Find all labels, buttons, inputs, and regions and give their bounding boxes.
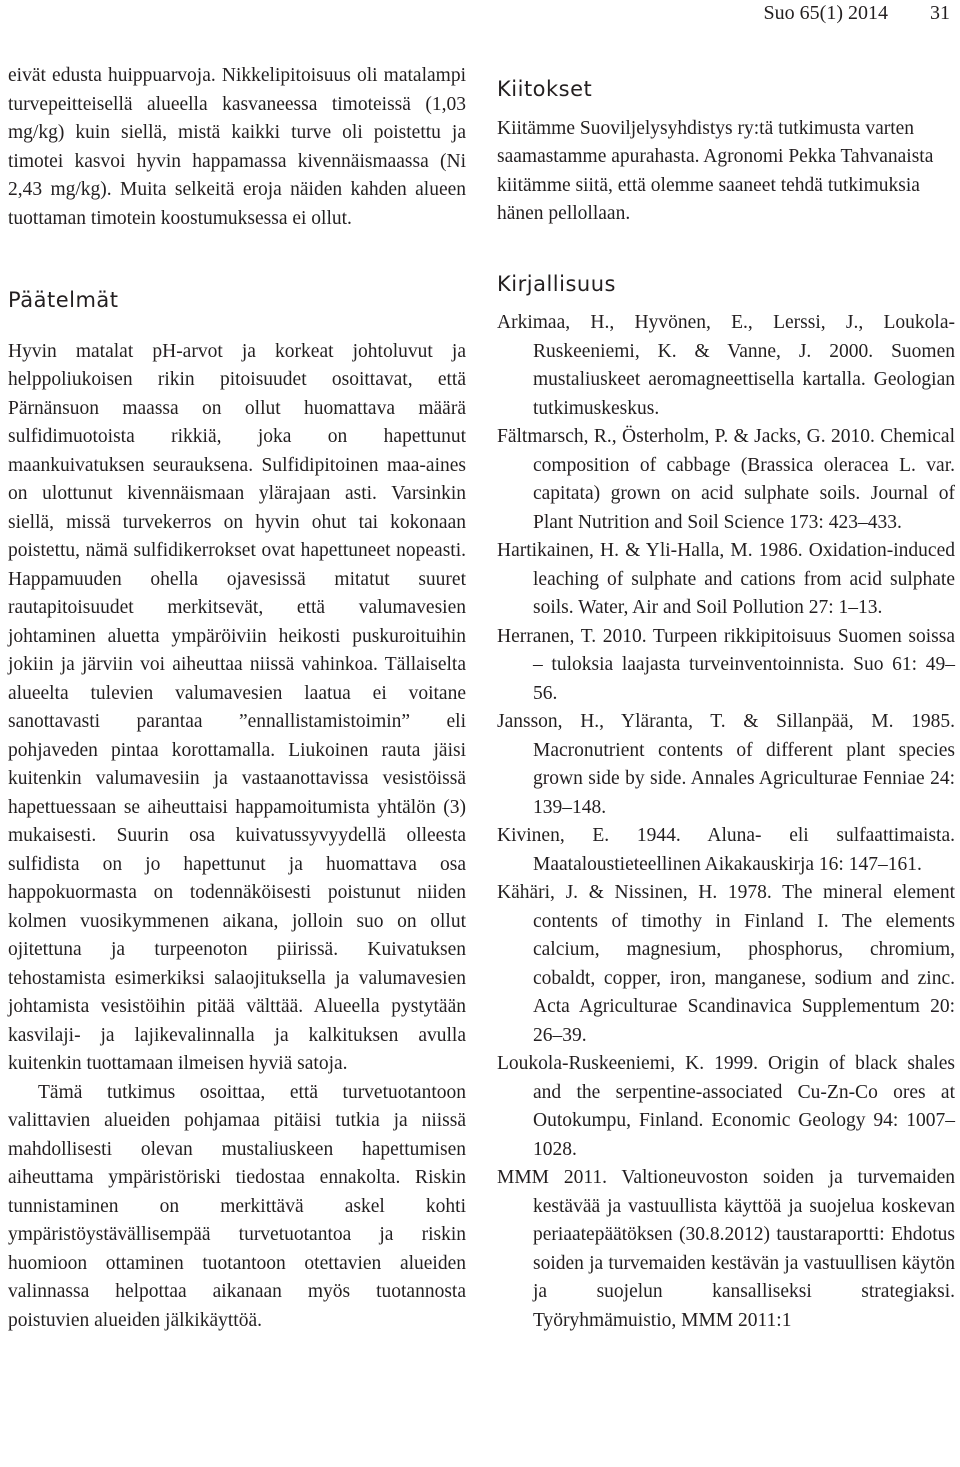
conclusions-paragraph-2: Tämä tutkimus osoittaa, että turvetuotantoon valittavien alueiden pohjamaa pitäisi tutkia ja niissä mahdollisesti olevan mustaliuskeen hapettumisen aiheuttama ympäristöriski tiedostaa ennakolta. Riskin tunnistaminen on merkittävä askel kohti ympäristöystävällisempää turvetuotantoa ja riskin huomioon ottaminen tuotantoon otettavien alueiden valinnassa helpottaa aikanaan myös tuotannosta poistuvien alueiden jälkikäyttöä. xyxy=(8,1081,466,1331)
left-column xyxy=(8,62,466,1335)
acknowledgements-heading: Kiitokset xyxy=(497,77,593,101)
reference-item: Kähäri, J. & Nissinen, H. 1978. The mineral element contents of timothy in Finland I. The elements calcium, magnesium, phosphorus, chromium, cobaldt, copper, iron, manganese, sodium and zinc. Acta Agriculturae Scandinavica Supplementum 20: 26–39. xyxy=(497,882,955,1046)
page-header xyxy=(764,2,950,25)
references-list xyxy=(497,309,955,1335)
conclusions-paragraph-1: Hyvin matalat pH-arvot ja korkeat johtoluvut ja helppoliukoisen rikin pitoisuudet osoittavat, että Pärnänsuon maassa on ollut huomattava määrä sulfidimuotoista rikkiä, joka on hapettunut maankuivatuksen seurauksena. Sulfidipitoinen maa-aines on ulottunut kivennäismaan ylärajaan asti. Varsinkin siellä, missä turvekerros on hyvin ohut tai kokonaan poistettu, nämä sulfidikerrokset ovat hapettuneet nopeasti. Happamuuden ohella ojavesissä mitatut suuret rautapitoisuudet merkitsevät, että valumavesien johtaminen aluetta ympäröiviin heikosti puskuroituihin jokiin ja järviin voi aiheuttaa niissä vahinkoa. Tällaiselta alueelta tulevien valumavesien laatua ei voitane sanottavasti parantaa ”ennallistamistoimin” eli pohjaveden pintaa korottamalla. Liukoinen rauta jäisi kuitenkin valumavesiin ja vastaanottavissa vesistöissä hapettuessaan se aiheuttaisi happamoitumista yhtälön (3) mukaisesti. Suurin osa kuivatussyvyydellä olleesta sulfidista on jo hapettunut ja huomattava osa happokuormasta on todennäköisesti poistunut niiden kolmen vuosikymmenen aikana, jolloin suo on ollut ojitettuna ja turpeenoton piirissä. Kuivatuksen tehostamista esimerkiksi salaojituksella ja valumavesien johtamista vesistöihin pitää välttää. Alueella pystytään kasvilaji- ja lajikevalinnalla ja kalkituksen avulla kuitenkin tuottamaan ilmeisen hyviä satoja. xyxy=(8,340,466,1074)
reference-item: Jansson, H., Yläranta, T. & Sillanpää, M. 1985. Macronutrient contents of different plant species grown side by side. Annales Agriculturae Fenniae 24: 139–148. xyxy=(497,711,955,818)
reference-item: Fältmarsch, R., Österholm, P. & Jacks, G. 2010. Chemical composition of cabbage (Brassica oleracea L. var. capitata) grown on acid sulphate soils. Journal of Plant Nutrition and Soil Science 173: 423–433. xyxy=(497,426,955,533)
acknowledgements-text: Kiitämme Suoviljelysyhdistys ry:tä tutkimusta varten saamastamme apurahasta. Agronomi Pekka Tahvanaista kiitämme siitä, että olemme saaneet tehdä tutkimuksia hänen pellollaan. xyxy=(497,117,934,224)
conclusions-heading: Päätelmät xyxy=(8,288,119,312)
reference-item: Herranen, T. 2010. Turpeen rikkipitoisuus Suomen soissa – tuloksia laajasta turveinventoinnista. Suo 61: 49–56. xyxy=(497,625,955,704)
reference-item: Loukola-Ruskeeniemi, K. 1999. Origin of black shales and the serpentine-associated Cu-Zn-Co ores at Outokumpu, Finland. Economic Geology 94: 1007–1028. xyxy=(497,1053,955,1160)
intro-paragraph: eivät edusta huippuarvoja. Nikkelipitoisuus oli matalampi turvepeitteisellä alueella kasvaneessa timoteissä (1,03 mg/kg) kuin siellä, mistä kaikki turve oli poistettu ja timotei kasvoi hyvin happamassa kivennäismaassa (Ni 2,43 mg/kg). Muita selkeitä eroja näiden kahden alueen tuottaman timotein koostumuksessa ei ollut. xyxy=(8,65,466,229)
reference-item: MMM 2011. Valtioneuvoston soiden ja turvemaiden kestävää ja vastuullista käyttöä ja suojelua koskevan periaatepäätöksen (30.8.2012) taustaraportti: Ehdotus soiden ja turvemaiden kestävän ja vastuullisen käytön ja suojelun kansalliseksi strategiaksi. Työryhmämuistio, MMM 2011:1 xyxy=(497,1167,955,1331)
reference-item: Arkimaa, H., Hyvönen, E., Lerssi, J., Loukola-Ruskeeniemi, K. & Vanne, J. 2000. Suomen mustaliuskeet aeromagneettisella kartalla. Geologian tutkimuskeskus. xyxy=(497,312,955,419)
references-heading: Kirjallisuus xyxy=(497,271,616,296)
journal-citation: Suo 65(1) 2014 xyxy=(763,2,888,24)
reference-item: Hartikainen, H. & Yli-Halla, M. 1986. Oxidation-induced leaching of sulphate and cations from acid sulphate soils. Water, Air and Soil Pollution 27: 1–13. xyxy=(497,540,955,618)
right-column xyxy=(497,62,955,1335)
page-number: 31 xyxy=(930,2,950,24)
reference-item: Kivinen, E. 1944. Aluna- eli sulfaattimaista. Maataloustieteellinen Aikakauskirja 16: 147–161. xyxy=(497,825,955,875)
